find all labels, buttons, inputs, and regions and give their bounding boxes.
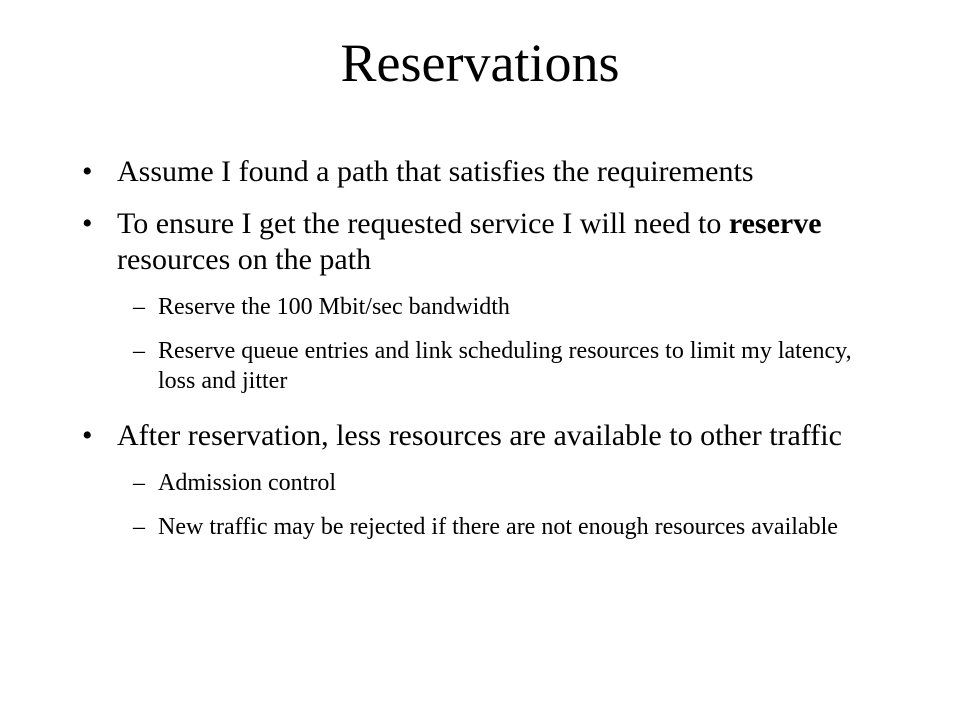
bullet-item: [80, 206, 880, 278]
sub-bullet-item: [80, 336, 880, 396]
slide-body: [80, 154, 880, 558]
sub-bullet-text: Reserve queue entries and link scheduling resources to limit my latency, loss and jitter: [158, 338, 852, 394]
sub-bullet-text: Reserve the 100 Mbit/sec bandwidth: [158, 294, 510, 320]
sub-bullet-text: New traffic may be rejected if there are not enough resources available: [158, 514, 838, 540]
slide-title: Reservations: [340, 33, 620, 93]
bullet-item: [80, 418, 880, 454]
bullet-text-continued: resources on the path: [117, 243, 372, 276]
sub-bullet-marker: –: [133, 294, 145, 320]
bullet-marker: •: [82, 155, 93, 188]
bullet-marker: •: [82, 207, 93, 240]
bullet-emphasis: reserve: [728, 207, 822, 240]
bullet-text: To ensure I get the requested service I will need to: [117, 207, 729, 240]
bullet-text: After reservation, less resources are available to other traffic: [117, 419, 842, 452]
sub-bullet-item: [80, 292, 880, 322]
bullet-text: Assume I found a path that satisfies the requirements: [117, 155, 754, 188]
sub-bullet-item: [80, 512, 880, 542]
bullet-item: [80, 154, 880, 190]
sub-bullet-marker: –: [133, 514, 145, 540]
sub-bullet-marker: –: [133, 470, 145, 496]
bullet-marker: •: [82, 419, 93, 452]
sub-bullet-marker: –: [133, 338, 145, 364]
sub-bullet-text: Admission control: [158, 470, 336, 496]
sub-bullet-item: [80, 468, 880, 498]
